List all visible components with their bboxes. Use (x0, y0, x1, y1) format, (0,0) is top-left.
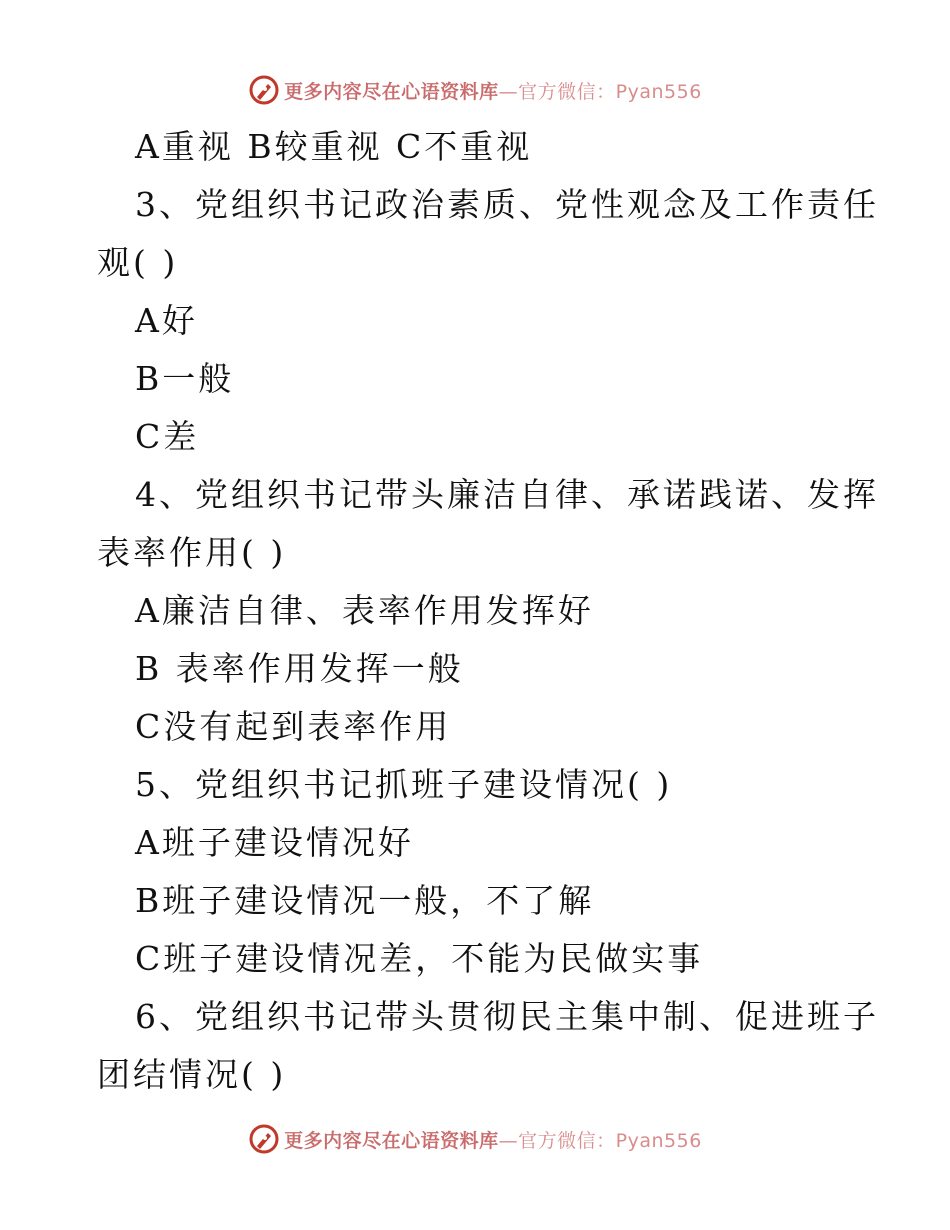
watermark-suffix: 官方微信：Pyan556 (518, 1129, 702, 1152)
header-watermark (0, 73, 950, 107)
option-c: C没有起到表率作用 (135, 707, 452, 746)
option-b: B 表率作用发挥一般 (135, 649, 464, 688)
text-line: A重视 B较重视 C不重视 (135, 127, 533, 166)
document-body (97, 118, 879, 1104)
pen-logo-icon (248, 1123, 280, 1155)
watermark-text (284, 77, 702, 104)
question-6-continuation: 团结情况( ) (97, 1055, 287, 1094)
watermark-brand: 更多内容尽在心语资料库 (284, 1129, 499, 1152)
option-c: C班子建设情况差，不能为民做实事 (135, 939, 704, 978)
footer-watermark (0, 1122, 950, 1156)
question-4: 4、党组织书记带头廉洁自律、承诺践诺、发挥 (135, 475, 879, 514)
option-b: B一般 (135, 359, 235, 398)
question-3: 3、党组织书记政治素质、党性观念及工作责任 (135, 185, 879, 224)
question-6: 6、党组织书记带头贯彻民主集中制、促进班子 (135, 997, 879, 1036)
option-a: A好 (135, 301, 198, 340)
option-c: C差 (135, 417, 200, 456)
option-a: A廉洁自律、表率作用发挥好 (135, 591, 594, 630)
option-b: B班子建设情况一般，不了解 (135, 881, 595, 920)
watermark-text (284, 1126, 702, 1153)
question-4-continuation: 表率作用( ) (97, 533, 287, 572)
question-5: 5、党组织书记抓班子建设情况( ) (135, 765, 673, 804)
watermark-suffix: 官方微信：Pyan556 (518, 80, 702, 103)
watermark-separator: — (498, 80, 519, 103)
watermark-brand: 更多内容尽在心语资料库 (284, 80, 499, 103)
option-a: A班子建设情况好 (135, 823, 414, 862)
question-3-continuation: 观( ) (97, 243, 179, 282)
watermark-separator: — (498, 1129, 519, 1152)
pen-logo-icon (248, 74, 280, 106)
